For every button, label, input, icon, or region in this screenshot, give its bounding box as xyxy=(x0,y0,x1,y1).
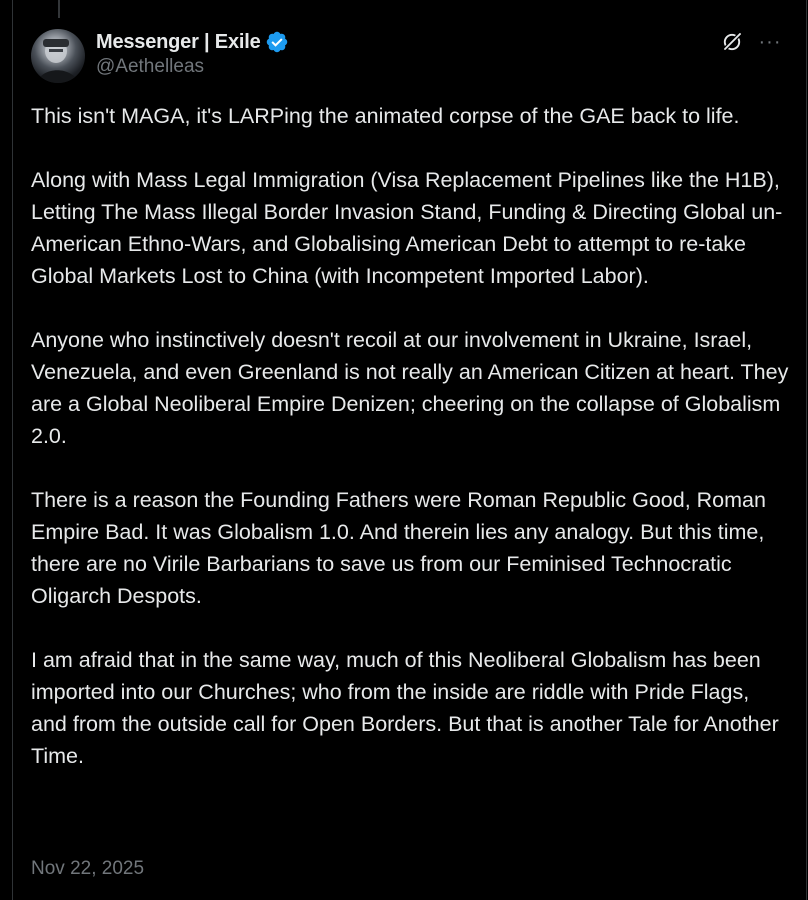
post-paragraph: This isn't MAGA, it's LARPing the animated corpse of the GAE back to life. xyxy=(31,104,740,128)
post-paragraph: I am afraid that in the same way, much of this Neoliberal Globalism has been imported into our Churches; who from the inside are riddle with Pride Flags, and from the outside call for Open Borders. But that is another Tale for Another Time. xyxy=(31,648,779,768)
post-paragraph: There is a reason the Founding Fathers were Roman Republic Good, Roman Empire Bad. It was Globalism 1.0. And therein lies any analogy. But this time, there are no Virile Barbarians to save us from our Feminised Technocratic Oligarch Despots. xyxy=(31,488,766,608)
grok-icon[interactable] xyxy=(720,30,744,54)
verified-badge-icon[interactable] xyxy=(265,30,289,54)
author-name-row xyxy=(96,29,289,55)
thread-connector-line xyxy=(58,0,60,18)
avatar-photo xyxy=(31,29,85,83)
author-display-name[interactable]: Messenger | Exile xyxy=(96,30,261,53)
post-text xyxy=(31,100,791,772)
post-header xyxy=(96,29,289,78)
author-handle[interactable]: @Aethelleas xyxy=(96,56,205,77)
avatar[interactable] xyxy=(31,29,85,83)
post-paragraph: Anyone who instinctively doesn't recoil at our involvement in Ukraine, Israel, Venezuela, and even Greenland is not really an American Citizen at heart. They are a Global Neoliberal Empire Denizen; cheering on the collapse of Globalism 2.0. xyxy=(31,328,789,448)
post-timestamp[interactable]: Nov 22, 2025 xyxy=(31,858,145,879)
post-paragraph: Along with Mass Legal Immigration (Visa Replacement Pipelines like the H1B), Letting The Mass Illegal Border Invasion Stand, Funding & Directing Global un-American Ethno-Wars, and Globalising American Debt to attempt to re-take Global Markets Lost to China (with Incompetent Imported Labor). xyxy=(31,168,783,288)
post-header-actions xyxy=(720,30,782,54)
more-options-icon[interactable]: ··· xyxy=(758,31,782,53)
